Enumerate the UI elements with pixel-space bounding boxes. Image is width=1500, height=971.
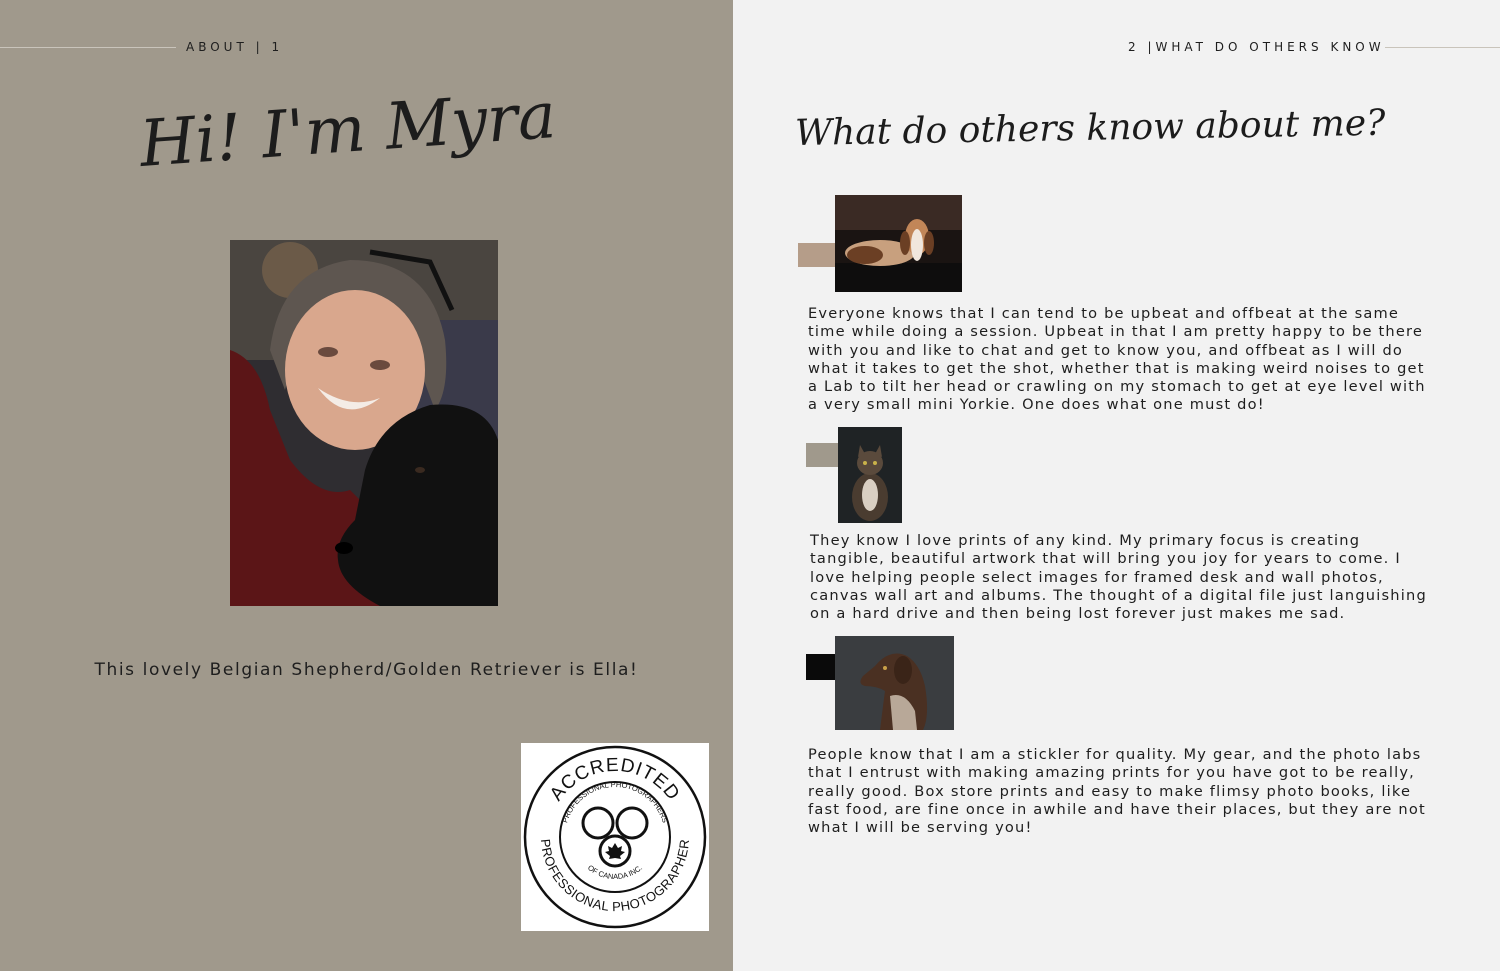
photo-caption: This lovely Belgian Shepherd/Golden Retriever is Ella!: [94, 660, 639, 680]
left-page: [0, 0, 733, 971]
right-page-header: 2 |WHAT DO OTHERS KNOW: [1128, 40, 1385, 54]
section-accent-swatch: [806, 443, 840, 467]
badge-inner-bottom-text: OF CANADA INC.: [585, 863, 645, 882]
badge-inner-top-text: PROFESSIONAL PHOTOGRAPHERS: [560, 779, 670, 824]
left-page-title: Hi! I'm Myra: [137, 79, 559, 182]
basset-hound-photo: [835, 195, 962, 292]
cat-photo: [838, 427, 902, 523]
pointer-dog-photo: [835, 636, 954, 730]
header-rule-left: [0, 47, 176, 48]
right-page-title: What do others know about me?: [794, 102, 1386, 154]
right-page: [733, 0, 1500, 971]
badge-outer-top-text: ACCREDITED: [546, 754, 684, 805]
section-accent-swatch: [806, 654, 838, 680]
badge-outer-bottom-text: PROFESSIONAL PHOTOGRAPHER: [537, 838, 693, 915]
header-rule-right: [1385, 47, 1500, 48]
left-page-header: ABOUT | 1: [186, 40, 284, 54]
section-1-text: Everyone knows that I can tend to be upbeat and offbeat at the same time while doing a session. Upbeat in that I am pretty happy to be there with you and like to chat and get to know you, and offbeat as I will do what it takes to get the shot, whether that is making weird noises to get a Lab to tilt her head or crawling on my stomach to get at eye level with a very small mini Yorkie. One does what one must do!: [808, 305, 1426, 414]
portrait-photo: [230, 240, 498, 606]
section-accent-swatch: [798, 243, 836, 267]
section-2-text: They know I love prints of any kind. My primary focus is creating tangible, beautiful artwork that will bring you joy for years to come. I love helping people select images for framed desk and wall photos, canvas wall art and albums. The thought of a digital file just languishing on a hard drive and then being lost forever just makes me sad.: [810, 532, 1427, 623]
section-3-text: People know that I am a stickler for quality. My gear, and the photo labs that I entrust with making amazing prints for you have got to be really, really good. Box store prints and easy to make flimsy photo books, like fast food, are fine once in awhile and have their places, but they are not what I will be serving you!: [808, 746, 1426, 837]
accreditation-badge: [521, 743, 709, 931]
